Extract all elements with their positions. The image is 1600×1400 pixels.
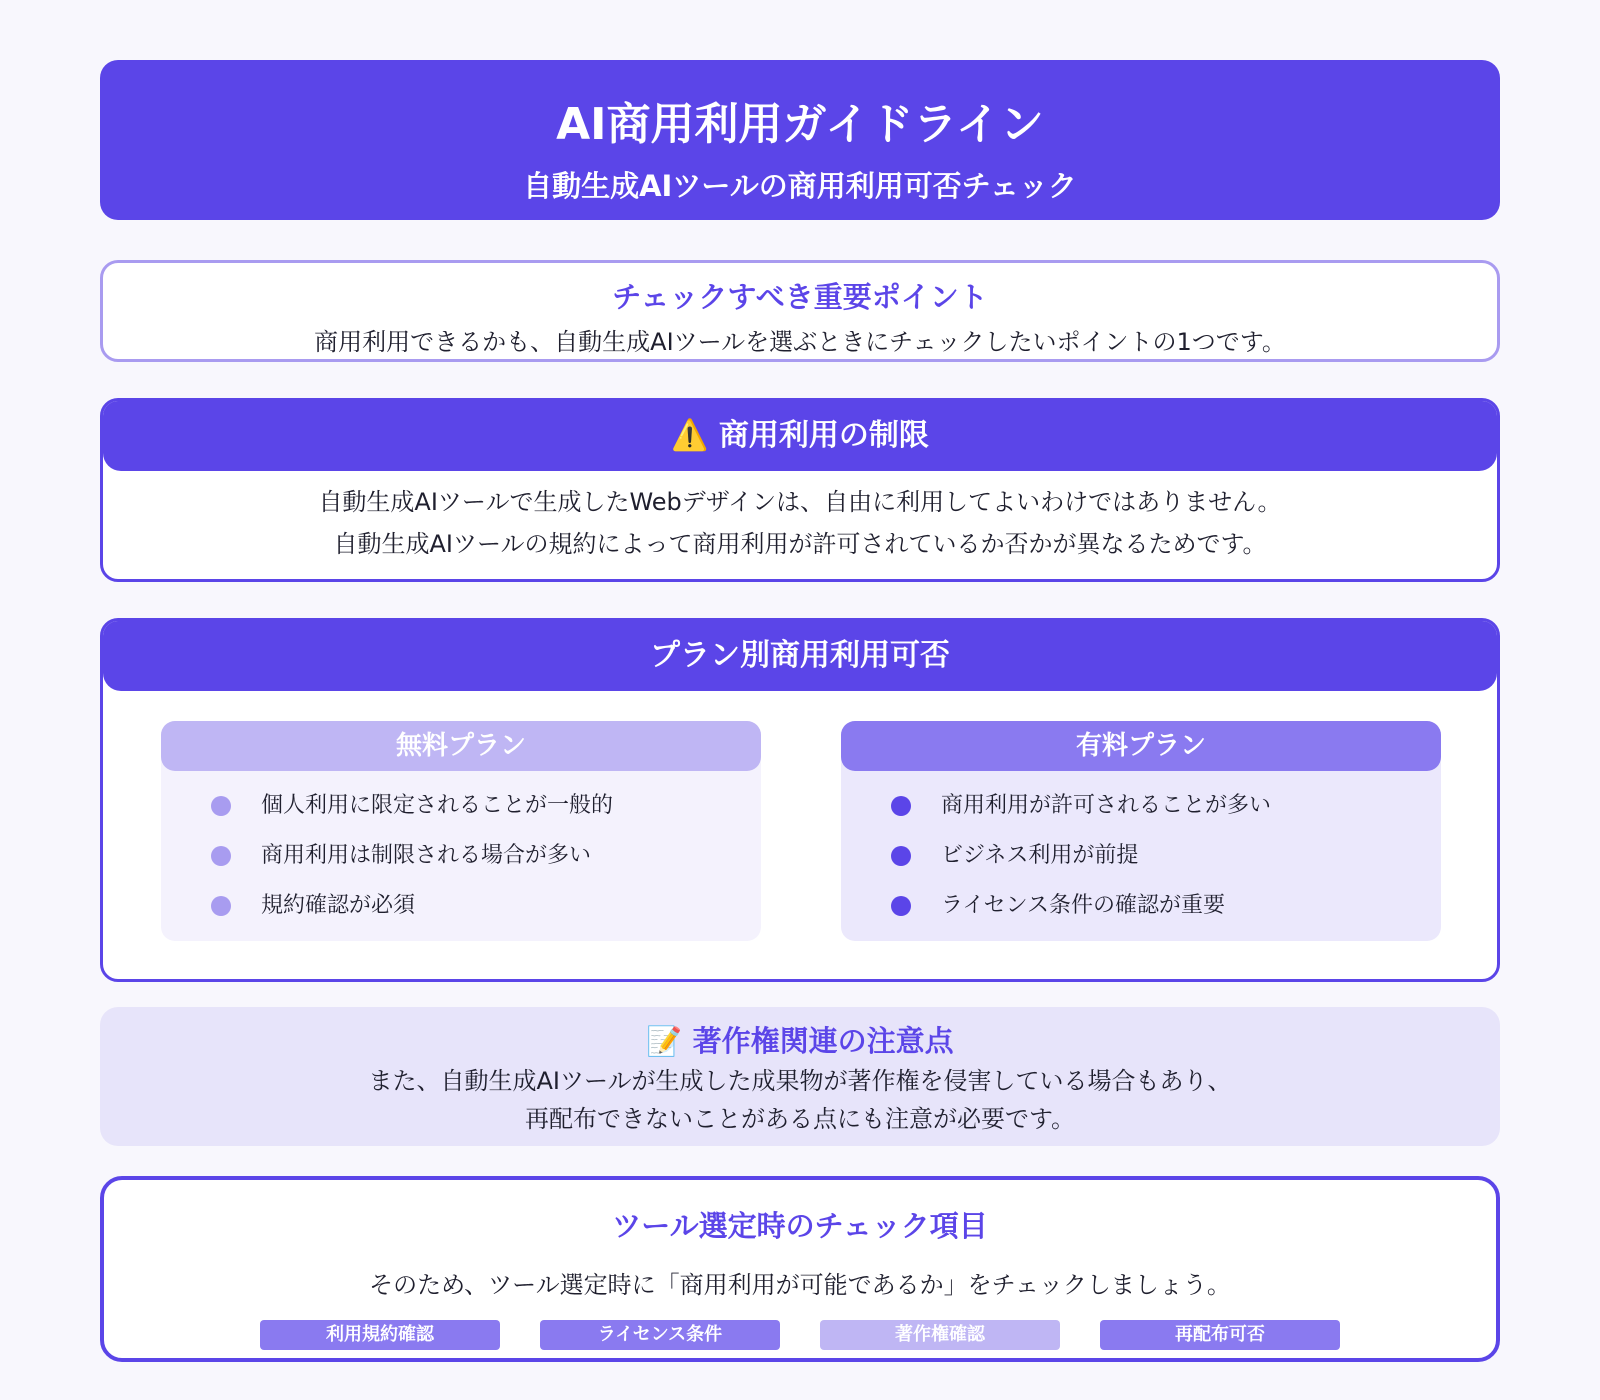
list-item — [891, 781, 1441, 831]
list-item — [211, 781, 761, 831]
copyright-line: 再配布できないことがある点にも注意が必要です。 — [524, 1105, 1076, 1133]
bullet-icon — [891, 796, 911, 816]
bullet-icon — [211, 896, 231, 916]
paid-plan-title: 有料プラン — [841, 721, 1441, 771]
plans-section — [100, 618, 1500, 982]
header-banner — [100, 60, 1500, 220]
list-item — [211, 881, 761, 931]
copyright-title: 著作権関連の注意点 — [692, 1024, 954, 1058]
key-points-text: 商用利用できるかも、自動生成AIツールを選ぶときにチェックしたいポイントの1つです。 — [314, 328, 1286, 356]
tag-copyright: 著作権確認 — [820, 1320, 1060, 1350]
bullet-icon — [211, 846, 231, 866]
copyright-header — [100, 1019, 1500, 1060]
page-title: AI商用利用ガイドライン — [556, 99, 1044, 150]
restrictions-line: 自動生成AIツールの規約によって商用利用が許可されているか否かが異なるためです。 — [333, 530, 1267, 558]
tag-redistribution: 再配布可否 — [1100, 1320, 1340, 1350]
tag-terms: 利用規約確認 — [260, 1320, 500, 1350]
memo-icon: 📝 — [646, 1024, 683, 1058]
free-plan-title: 無料プラン — [161, 721, 761, 771]
bullet-icon — [891, 846, 911, 866]
list-item-text: 規約確認が必須 — [261, 893, 416, 918]
list-item-text: 商用利用が許可されることが多い — [941, 793, 1272, 818]
list-item-text: 商用利用は制限される場合が多い — [261, 843, 592, 868]
list-item-text: 個人利用に限定されることが一般的 — [261, 793, 614, 818]
list-item-text: ライセンス条件の確認が重要 — [941, 893, 1226, 918]
copyright-section — [100, 1007, 1500, 1146]
paid-plan-card — [841, 721, 1441, 941]
key-points-title: チェックすべき重要ポイント — [612, 280, 988, 314]
checklist-title: ツール選定時のチェック項目 — [612, 1209, 988, 1243]
free-plan-card — [161, 721, 761, 941]
list-item-text: ビジネス利用が前提 — [941, 843, 1139, 868]
restrictions-section — [100, 398, 1500, 582]
list-item — [891, 881, 1441, 931]
restrictions-title: 商用利用の制限 — [718, 418, 929, 453]
page-subtitle: 自動生成AIツールの商用利用可否チェック — [523, 169, 1077, 203]
list-item — [211, 831, 761, 881]
bullet-icon — [891, 896, 911, 916]
bullet-icon — [211, 796, 231, 816]
checklist-text: そのため、ツール選定時に「商用利用が可能であるか」をチェックしましょう。 — [369, 1271, 1231, 1299]
key-points-section — [100, 260, 1500, 362]
plans-title: プラン別商用利用可否 — [103, 621, 1497, 691]
checklist-tags — [104, 1320, 1496, 1350]
tag-license: ライセンス条件 — [540, 1320, 780, 1350]
checklist-section — [100, 1176, 1500, 1362]
copyright-line: また、自動生成AIツールが生成した成果物が著作権を侵害している場合もあり、 — [368, 1067, 1232, 1095]
warning-icon: ⚠️ — [671, 418, 709, 453]
restrictions-header — [103, 401, 1497, 471]
list-item — [891, 831, 1441, 881]
restrictions-line: 自動生成AIツールで生成したWebデザインは、自由に利用してよいわけではありません。 — [318, 488, 1282, 516]
